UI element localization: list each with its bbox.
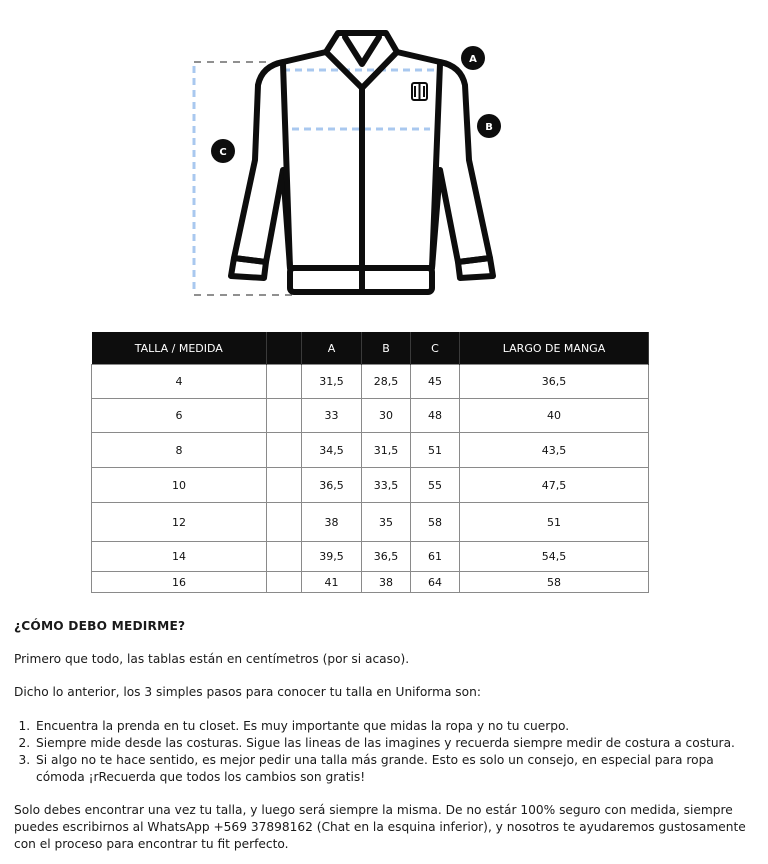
- measurement-guides: [194, 62, 437, 295]
- cell-b: 30: [362, 399, 411, 433]
- table-row: [92, 572, 649, 593]
- cell-c: 51: [411, 433, 460, 468]
- raglan-seam-left: [283, 64, 290, 268]
- cell-largo-manga: 40: [460, 399, 649, 433]
- cell-talla: 8: [92, 433, 267, 468]
- cell-a: 31,5: [302, 365, 362, 399]
- cell-blank: [267, 503, 302, 542]
- marker-c-label: C: [219, 147, 227, 158]
- guide-intro: Primero que todo, las tablas están en centímetros (por si acaso).: [14, 652, 410, 666]
- jacket-sleeve-icon: [412, 83, 427, 100]
- cell-a: 38: [302, 503, 362, 542]
- cell-blank: [267, 542, 302, 572]
- cell-b: 35: [362, 503, 411, 542]
- header-c: C: [411, 332, 460, 365]
- table-row: [92, 399, 649, 433]
- header-blank: [267, 332, 302, 365]
- cell-b: 28,5: [362, 365, 411, 399]
- cell-blank: [267, 572, 302, 593]
- steps-list: [14, 718, 764, 786]
- cell-talla: 14: [92, 542, 267, 572]
- table-row: [92, 542, 649, 572]
- cell-a: 41: [302, 572, 362, 593]
- cell-a: 33: [302, 399, 362, 433]
- cell-b: 38: [362, 572, 411, 593]
- raglan-seam-right: [432, 64, 440, 268]
- cell-largo-manga: 54,5: [460, 542, 649, 572]
- cuff-right: [458, 258, 493, 278]
- marker-b: [477, 114, 501, 138]
- cell-largo-manga: 43,5: [460, 433, 649, 468]
- table-row: [92, 468, 649, 503]
- cell-blank: [267, 468, 302, 503]
- size-table: [91, 332, 649, 593]
- cell-talla: 16: [92, 572, 267, 593]
- header-largo-manga: LARGO DE MANGA: [460, 332, 649, 365]
- jacket-outline: [231, 33, 493, 292]
- guide-closing: Solo debes encontrar una vez tu talla, y luego será siempre la misma. De no estár 100% seguro con medida, siempre puedes escribirnos al WhatsApp +569 37898162 (Chat en la esquina inferior), y nosotros te ayudaremos gustosamente con el proceso para encontrar tu fit perfecto.: [14, 803, 746, 851]
- guide-lead: Dicho lo anterior, los 3 simples pasos para conocer tu talla en Uniforma son:: [14, 685, 481, 699]
- cell-talla: 10: [92, 468, 267, 503]
- cell-c: 48: [411, 399, 460, 433]
- cell-c: 55: [411, 468, 460, 503]
- cell-a: 36,5: [302, 468, 362, 503]
- marker-a: [461, 46, 485, 70]
- collar-inner: [345, 37, 379, 64]
- table-row: [92, 365, 649, 399]
- marker-b-label: B: [485, 122, 493, 133]
- table-row: [92, 433, 649, 468]
- cell-talla: 6: [92, 399, 267, 433]
- cell-c: 61: [411, 542, 460, 572]
- cell-talla: 4: [92, 365, 267, 399]
- cell-largo-manga: 36,5: [460, 365, 649, 399]
- marker-a-label: A: [469, 54, 477, 65]
- size-table-header: [92, 332, 649, 365]
- header-a: A: [302, 332, 362, 365]
- cell-c: 58: [411, 503, 460, 542]
- jacket-diagram: [0, 0, 768, 320]
- cuff-left: [231, 258, 266, 278]
- cell-b: 33,5: [362, 468, 411, 503]
- header-talla: TALLA / MEDIDA: [92, 332, 267, 365]
- marker-c: [211, 139, 235, 163]
- cell-b: 31,5: [362, 433, 411, 468]
- table-row: [92, 503, 649, 542]
- cell-c: 45: [411, 365, 460, 399]
- cell-a: 39,5: [302, 542, 362, 572]
- cell-largo-manga: 51: [460, 503, 649, 542]
- cell-c: 64: [411, 572, 460, 593]
- cell-largo-manga: 47,5: [460, 468, 649, 503]
- header-b: B: [362, 332, 411, 365]
- cell-blank: [267, 399, 302, 433]
- cell-blank: [267, 433, 302, 468]
- cell-largo-manga: 58: [460, 572, 649, 593]
- measuring-guide: [14, 613, 764, 853]
- list-item: 1. Encuentra la prenda en tu closet. Es muy importante que midas la ropa y no tu cuerpo.: [34, 718, 764, 735]
- cell-blank: [267, 365, 302, 399]
- guide-heading: ¿CÓMO DEBO MEDIRME?: [14, 619, 186, 633]
- cell-a: 34,5: [302, 433, 362, 468]
- list-item: 2. Siempre mide desde las costuras. Sigue las lineas de las imagines y recuerda siempre medir de costura a costura.: [34, 735, 764, 752]
- list-item: 3. Si algo no te hace sentido, es mejor pedir una talla más grande. Esto es solo un consejo, en especial para ropa cómoda ¡rRecuerda que todos los cambios son gratis!: [34, 752, 764, 786]
- cell-b: 36,5: [362, 542, 411, 572]
- cell-talla: 12: [92, 503, 267, 542]
